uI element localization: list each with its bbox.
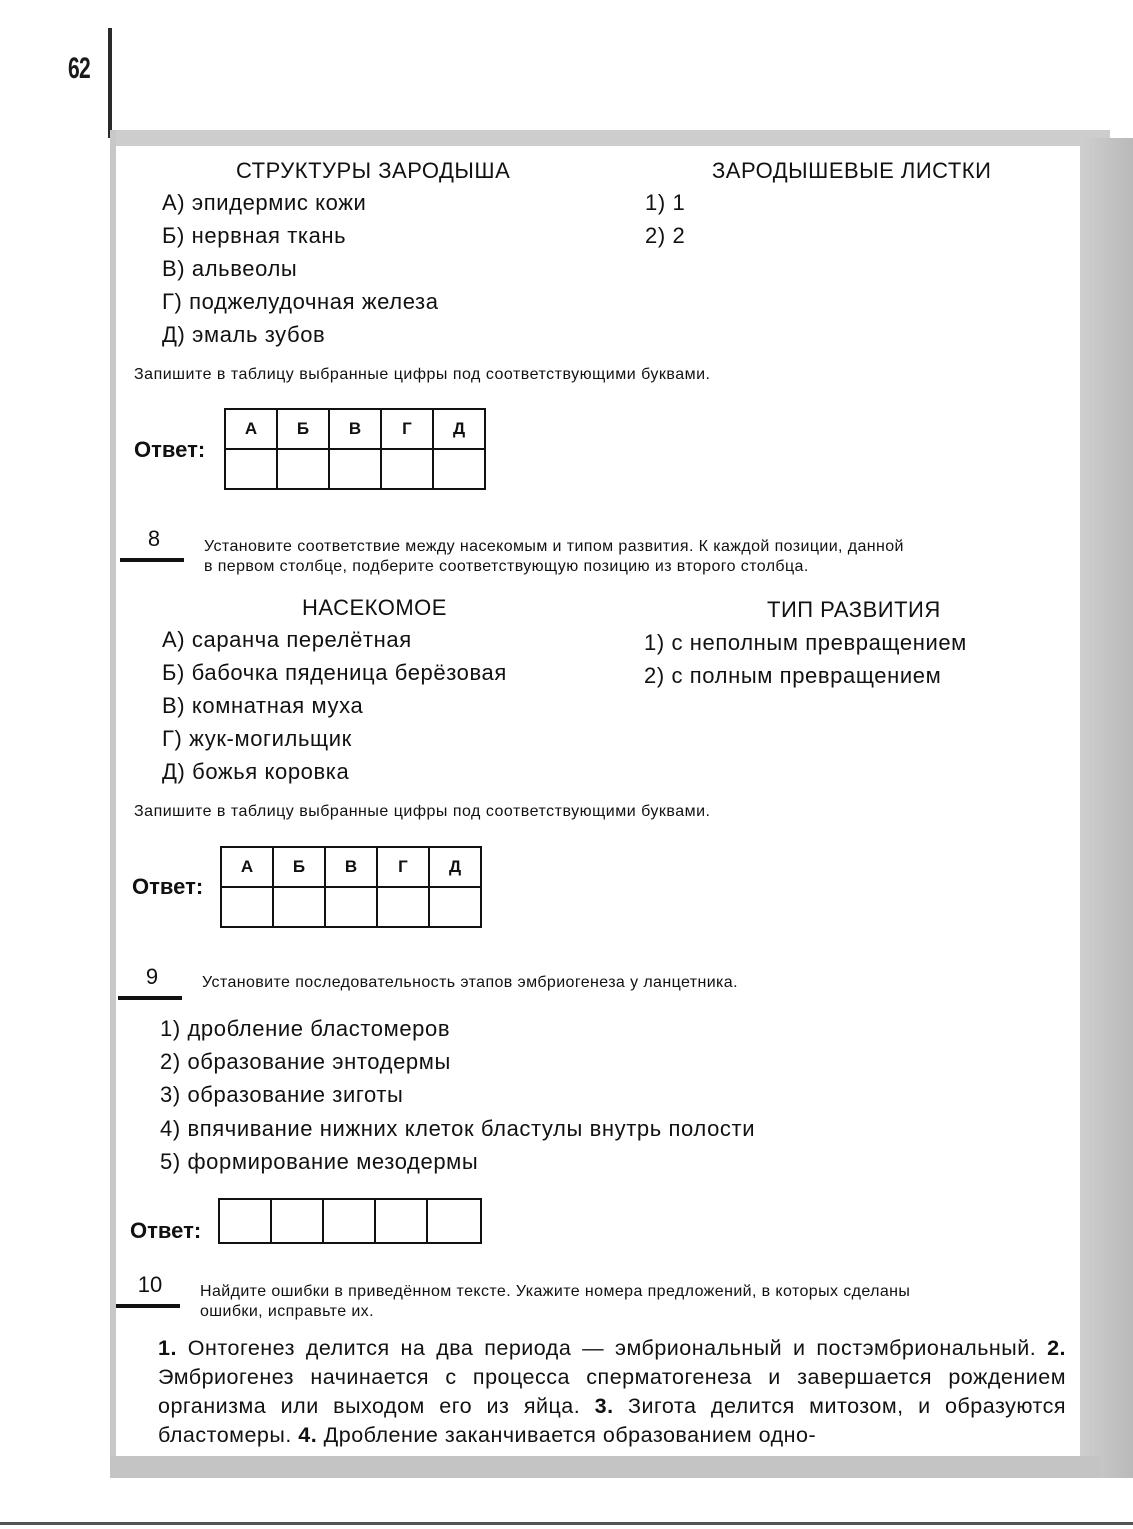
task7-left-item: А) эпидермис кожи <box>162 190 367 215</box>
task9-item: 2) образование энтодермы <box>160 1049 451 1074</box>
answer-cell[interactable] <box>433 449 485 489</box>
sentence-text: Эмбриогенез начинается с процесса сперматогенеза и завершается рождением организма или выходом его из яйца. <box>158 1365 1066 1418</box>
task8-left-header: НАСЕКОМОЕ <box>302 595 447 620</box>
task10-text <box>158 1334 1066 1450</box>
task7-left-item: Д) эмаль зубов <box>162 322 326 347</box>
task9-prompt: Установите последовательность этапов эмбриогенеза у ланцетника. <box>202 974 738 991</box>
task7-right-item: 1) 1 <box>645 190 686 215</box>
task10-prompt <box>200 1282 1070 1322</box>
sentence-text: Зигота делится митозом, и образуются бластомеры. <box>158 1394 1066 1447</box>
task8-prompt-line: в первом столбце, подберите соответствующую позицию из второго столбца. <box>204 558 809 575</box>
answer-column-header: А <box>221 847 273 887</box>
sequence-cell[interactable] <box>376 1200 428 1242</box>
task9-sequence-box <box>218 1198 482 1244</box>
task8-instruction: Запишите в таблицу выбранные цифры под соответствующими буквами. <box>134 803 711 820</box>
task9-item: 4) впячивание нижних клеток бластулы внутрь полости <box>160 1116 756 1141</box>
answer-column-header: Д <box>429 847 481 887</box>
answer-cell[interactable] <box>329 449 381 489</box>
bottom-rule <box>0 1522 1133 1525</box>
task7-right-item: 2) 2 <box>645 223 686 248</box>
answer-column-header: Б <box>273 847 325 887</box>
sentence-number: 4. <box>298 1423 318 1447</box>
answer-column-header: А <box>225 409 277 449</box>
task9-number: 9 <box>145 964 159 989</box>
answer-column-header: Г <box>381 409 433 449</box>
answer-cell[interactable] <box>273 887 325 927</box>
answer-cell[interactable] <box>381 449 433 489</box>
task8-number: 8 <box>147 526 161 551</box>
sequence-cell[interactable] <box>428 1200 480 1242</box>
task7-instruction: Запишите в таблицу выбранные цифры под соответствующими буквами. <box>134 366 711 383</box>
sentence-text: Дробление заканчивается образованием одно- <box>317 1423 817 1447</box>
sentence-number: 3. <box>594 1394 614 1418</box>
task7-left-item: Г) поджелудочная железа <box>162 289 439 314</box>
task8-right-item: 1) с неполным превращением <box>644 630 967 655</box>
task10-prompt-line: Найдите ошибки в приведённом тексте. Укажите номера предложений, в которых сделаны <box>200 1283 911 1300</box>
answer-cell[interactable] <box>221 887 273 927</box>
task8-right-header: ТИП РАЗВИТИЯ <box>767 597 941 622</box>
frame-top-band <box>110 130 1110 146</box>
answer-cell[interactable] <box>325 887 377 927</box>
answer-column-header: Г <box>377 847 429 887</box>
task10-number: 10 <box>137 1272 163 1297</box>
task10-number-rule <box>116 1304 180 1308</box>
task8-left-item: В) комнатная муха <box>162 693 364 718</box>
task7-left-item: Б) нервная ткань <box>162 223 347 248</box>
answer-column-header: В <box>325 847 377 887</box>
task8-right-item: 2) с полным превращением <box>644 663 942 688</box>
answer-column-header: Б <box>277 409 329 449</box>
task8-left-item: А) саранча перелётная <box>162 627 412 652</box>
task8-left-item: Д) божья коровка <box>162 759 350 784</box>
task10-prompt-line: ошибки, исправьте их. <box>200 1303 374 1320</box>
task9-item: 1) дробление бластомеров <box>160 1016 451 1041</box>
task9-answer-label: Ответ: <box>130 1218 202 1243</box>
answer-cell[interactable] <box>225 449 277 489</box>
task9-item: 3) образование зиготы <box>160 1082 404 1107</box>
task8-left-item: Г) жук-могильщик <box>162 726 352 751</box>
sequence-cell[interactable] <box>272 1200 324 1242</box>
task8-answer-label: Ответ: <box>132 874 204 899</box>
margin-rule <box>108 28 112 138</box>
sequence-cell[interactable] <box>324 1200 376 1242</box>
task7-answer-label: Ответ: <box>134 437 206 462</box>
task8-left-item: Б) бабочка пяденица берёзовая <box>162 660 507 685</box>
answer-column-header: Д <box>433 409 485 449</box>
task7-right-header: ЗАРОДЫШЕВЫЕ ЛИСТКИ <box>712 158 992 183</box>
sentence-number: 2. <box>1047 1336 1066 1360</box>
frame-right-band <box>1080 138 1133 1478</box>
answer-column-header: В <box>329 409 381 449</box>
task9-number-rule <box>118 996 182 1000</box>
sentence-text: Онтогенез делится на два периода — эмбриональный и постэмбриональный. <box>176 1336 1048 1360</box>
answer-cell[interactable] <box>429 887 481 927</box>
task9-item: 5) формирование мезодермы <box>160 1149 479 1174</box>
task7-answer-table <box>224 408 486 490</box>
task7-left-header: СТРУКТУРЫ ЗАРОДЫША <box>236 158 511 183</box>
task8-answer-table <box>220 846 482 928</box>
frame-bottom-band <box>110 1456 1100 1478</box>
task8-prompt-line: Установите соответствие между насекомым и типом развития. К каждой позиции, данной <box>204 538 904 555</box>
page-number: 62 <box>68 52 90 85</box>
worksheet-content <box>116 146 1080 1456</box>
task8-prompt <box>204 537 1074 577</box>
task7-left-item: В) альвеолы <box>162 256 298 281</box>
sentence-number: 1. <box>158 1336 177 1360</box>
answer-cell[interactable] <box>377 887 429 927</box>
sequence-cell[interactable] <box>220 1200 272 1242</box>
task8-number-rule <box>120 558 184 562</box>
answer-cell[interactable] <box>277 449 329 489</box>
